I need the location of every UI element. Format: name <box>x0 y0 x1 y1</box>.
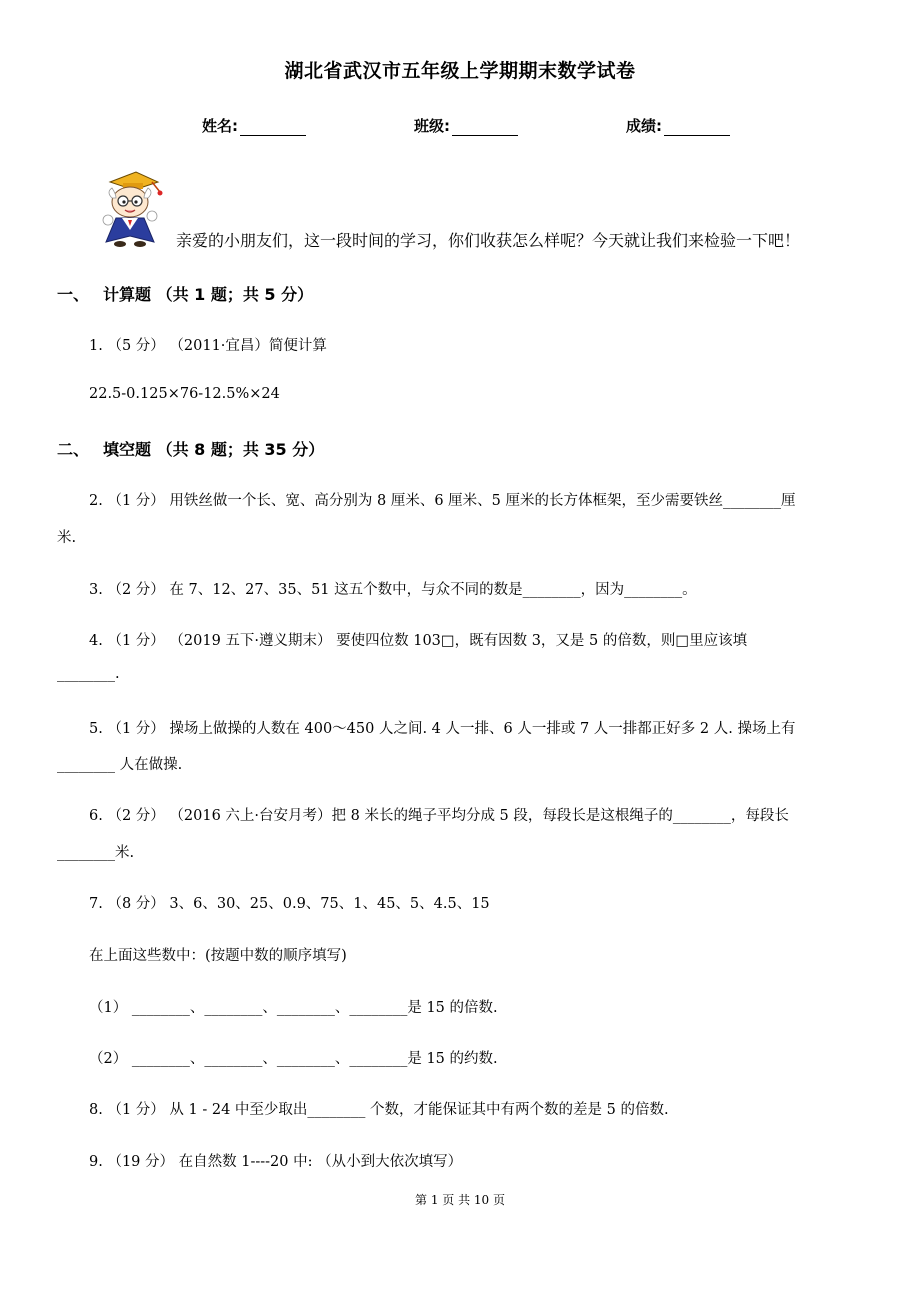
section-calculation <box>57 282 313 305</box>
name-field <box>202 115 306 136</box>
question-7-sub1: （1） ________、________、________、________是 15 的倍数. <box>89 1000 498 1016</box>
question-3: 3. （2 分） 在 7、12、27、35、51 这五个数中，与众不同的数是________，因为________。 <box>89 582 697 598</box>
question-4-line2: ________. <box>57 666 120 682</box>
question-1-head: 1. （5 分） （2011·宜昌）简便计算 <box>89 338 327 354</box>
name-label: 姓名: <box>202 117 238 135</box>
question-4-line1: 4. （1 分） （2019 五下·遵义期末） 要使四位数 103□，既有因数 3，又是 5 的倍数，则□里应该填 <box>89 633 748 649</box>
question-6-line2: ________米. <box>57 845 135 861</box>
question-7-line2: 在上面这些数中：(按题中数的顺序填写) <box>89 948 347 964</box>
question-6-line1: 6. （2 分） （2016 六上·台安月考）把 8 米长的绳子平均分成 5 段，每段长是这根绳子的________，每段长 <box>89 808 789 824</box>
question-9: 9. （19 分） 在自然数 1----20 中: （从小到大依次填写） <box>89 1154 463 1170</box>
question-8: 8. （1 分） 从 1 - 24 中至少取出________ 个数，才能保证其中有两个数的差是 5 的倍数. <box>89 1102 669 1118</box>
question-7-sub2: （2） ________、________、________、________是 15 的约数. <box>89 1051 498 1067</box>
score-blank <box>664 120 730 136</box>
question-1-expression: 22.5-0.125×76-12.5%×24 <box>89 386 280 402</box>
section-title: 计算题 （共 1 题；共 5 分） <box>103 285 314 304</box>
class-field <box>414 115 518 136</box>
question-5-line1: 5. （1 分） 操场上做操的人数在 400～450 人之间. 4 人一排、6 人一排或 7 人一排都正好多 2 人. 操场上有 <box>89 721 796 737</box>
question-5-line2: ________ 人在做操. <box>57 757 183 773</box>
question-2-line1: 2. （1 分） 用铁丝做一个长、宽、高分别为 8 厘米、6 厘米、5 厘米的长方体框架，至少需要铁丝________厘 <box>89 493 796 509</box>
page-title: 湖北省武汉市五年级上学期期末数学试卷 <box>284 60 636 82</box>
name-blank <box>240 120 306 136</box>
mascot-doctor-icon <box>90 168 168 248</box>
question-7-line1: 7. （8 分） 3、6、30、25、0.9、75、1、45、5、4.5、15 <box>89 896 490 912</box>
greeting-text: 亲爱的小朋友们，这一段时间的学习，你们收获怎么样呢？今天就让我们来检验一下吧！ <box>176 231 801 250</box>
class-label: 班级: <box>414 117 450 135</box>
score-field <box>626 115 730 136</box>
section-number: 二、 <box>57 440 90 459</box>
section-title: 填空题 （共 8 题；共 35 分） <box>103 440 325 459</box>
question-2-line2: 米. <box>57 530 77 546</box>
score-label: 成绩: <box>626 117 662 135</box>
page-footer: 第 1 页 共 10 页 <box>415 1193 505 1207</box>
class-blank <box>452 120 518 136</box>
section-number: 一、 <box>57 285 90 304</box>
section-fill-in <box>57 437 324 460</box>
